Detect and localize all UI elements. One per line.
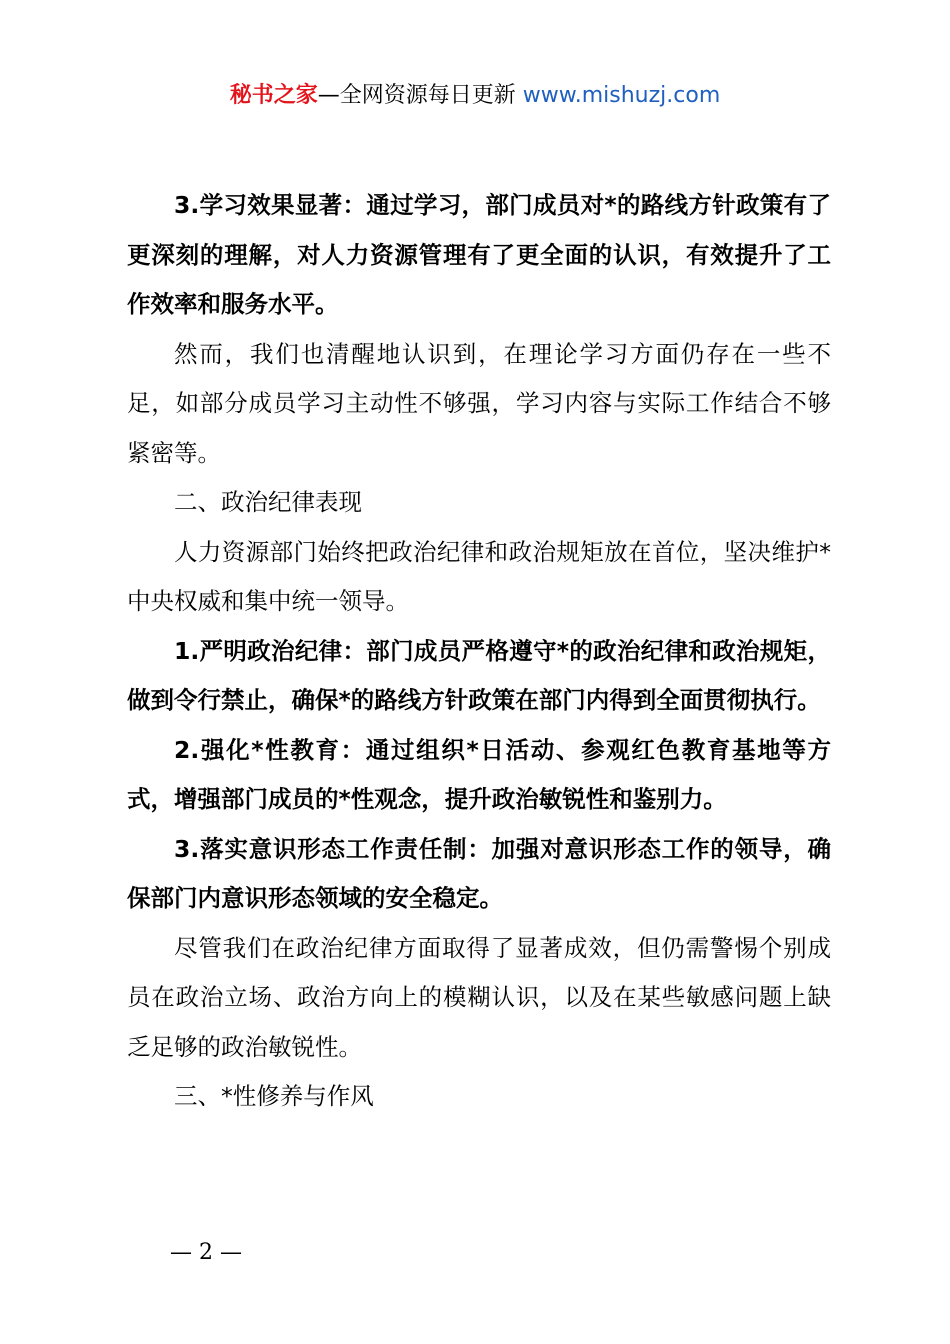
paragraph-party-education: 2.强化*性教育：通过组织*日活动、参观红色教育基地等方式，增强部门成员的*性观念，提升政治敏锐性和鉴别力。 xyxy=(127,735,831,813)
paragraph-discipline-intro: 人力资源部门始终把政治纪律和政治规矩放在首位，坚决维护*中央权威和集中统一领导。 xyxy=(127,537,831,615)
section-heading-party-conduct: 三、*性修养与作风 xyxy=(174,1082,374,1110)
section-heading-political-discipline: 二、政治纪律表现 xyxy=(174,488,362,516)
site-tagline: —全网资源每日更新 xyxy=(317,83,523,108)
site-brand-name: 秘书之家 xyxy=(229,83,318,108)
paragraph-study-results: 3.学习效果显著：通过学习，部门成员对*的路线方针政策有了更深刻的理解，对人力资源管理有了更全面的认识，有效提升了工作效率和服务水平。 xyxy=(127,191,831,318)
paragraph-study-shortcomings: 然而，我们也清醒地认识到，在理论学习方面仍存在一些不足，如部分成员学习主动性不够强，学习内容与实际工作结合不够紧密等。 xyxy=(127,339,831,467)
paragraph-discipline-shortcomings: 尽管我们在政治纪律方面取得了显著成效，但仍需警惕个别成员在政治立场、政治方向上的模糊认识，以及在某些敏感问题上缺乏足够的政治敏锐性。 xyxy=(127,933,831,1061)
site-banner xyxy=(0,80,950,112)
document-body xyxy=(127,181,831,1122)
paragraph-strict-discipline: 1.严明政治纪律：部门成员严格遵守*的政治纪律和政治规矩，做到令行禁止，确保*的路线方针政策在部门内得到全面贯彻执行。 xyxy=(127,636,831,714)
site-url-link[interactable]: www.mishuzj.com xyxy=(522,83,721,108)
page-number: — 2 — xyxy=(170,1240,242,1265)
paragraph-ideology-responsibility: 3.落实意识形态工作责任制：加强对意识形态工作的领导，确保部门内意识形态领域的安全稳定。 xyxy=(127,834,831,912)
